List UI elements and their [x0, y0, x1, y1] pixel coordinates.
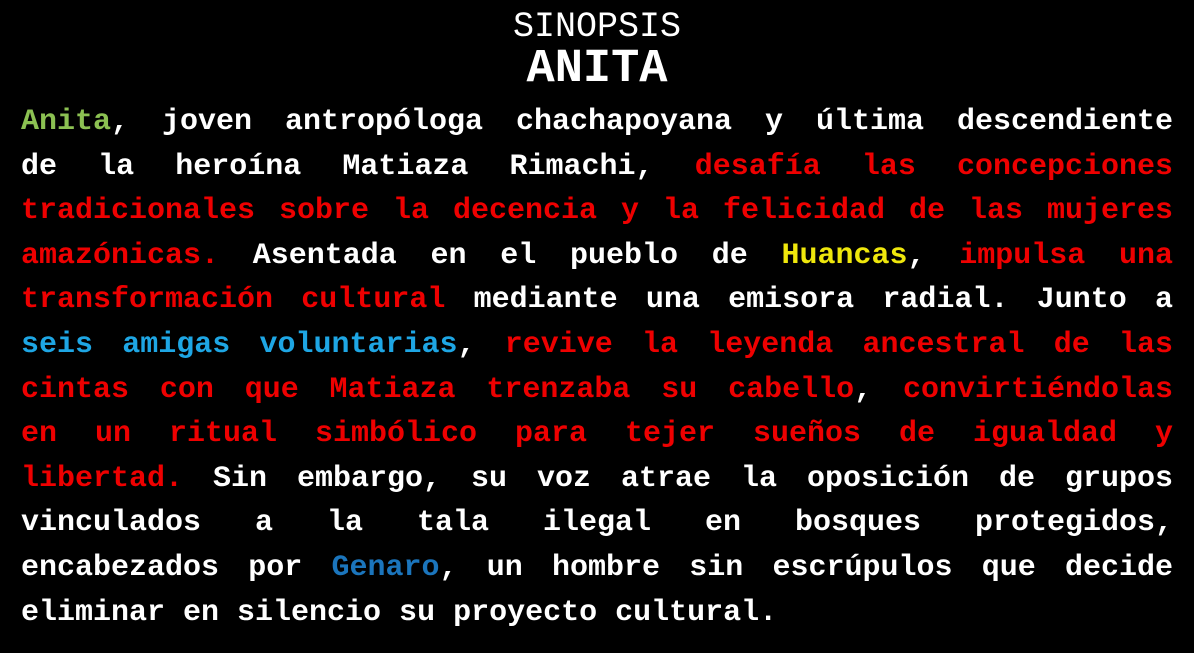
- synopsis-line: [21, 412, 1173, 457]
- text-segment: Genaro: [331, 550, 440, 585]
- text-segment: mediante una emisora radial. Junto a: [445, 283, 1173, 318]
- text-segment: , joven antropóloga chachapoyana y última descendiente: [111, 105, 1173, 139]
- synopsis-line: [21, 145, 1173, 190]
- text-segment: Huancas: [781, 238, 908, 273]
- text-segment: en un ritual simbólico para tejer sueños de igualdad y: [21, 417, 1173, 452]
- text-segment: cintas con que Matiaza trenzaba su cabello: [21, 372, 855, 407]
- synopsis-line: [21, 368, 1173, 413]
- page-subtitle: ANITA: [526, 43, 668, 96]
- text-segment: impulsa una: [959, 238, 1173, 273]
- synopsis-line: [21, 546, 1173, 591]
- text-segment: Sin embargo, su voz atrae la oposición de grupos: [183, 461, 1173, 496]
- text-segment: tradicionales sobre la decencia y la felicidad de las mujeres: [21, 194, 1173, 229]
- text-segment: seis amigas voluntarias: [21, 327, 458, 362]
- text-segment: ,: [457, 327, 505, 362]
- text-segment: encabezados por: [21, 550, 332, 585]
- text-segment: ,: [854, 372, 903, 407]
- text-segment: vinculados a la tala ilegal en bosques protegidos,: [21, 506, 1173, 541]
- synopsis-line: [21, 234, 1173, 279]
- text-segment: convirtiéndolas: [902, 372, 1173, 407]
- text-segment: , un hombre sin escrúpulos que decide: [439, 550, 1173, 585]
- text-segment: desafía las concepciones: [694, 149, 1173, 184]
- text-segment: revive la leyenda ancestral de las: [504, 327, 1173, 362]
- synopsis-paragraph: [0, 100, 1194, 635]
- text-segment: eliminar en silencio su proyecto cultural.: [21, 595, 778, 630]
- synopsis-line: [21, 189, 1173, 234]
- synopsis-line: [21, 501, 1173, 546]
- page-title: SINOPSIS: [512, 7, 682, 47]
- text-segment: Anita: [21, 105, 112, 139]
- synopsis-line: [21, 591, 1173, 636]
- text-segment: de la heroína Matiaza Rimachi,: [21, 149, 695, 184]
- synopsis-line: [21, 278, 1173, 323]
- text-segment: amazónicas.: [21, 238, 220, 273]
- synopsis-line: [21, 323, 1173, 368]
- synopsis-line: [21, 100, 1173, 145]
- synopsis-line: [21, 457, 1173, 502]
- header: [0, 0, 1194, 94]
- text-segment: transformación cultural: [21, 283, 446, 318]
- text-segment: libertad.: [21, 461, 184, 496]
- text-segment: Asentada en el pueblo de: [219, 238, 782, 273]
- text-segment: ,: [907, 238, 960, 273]
